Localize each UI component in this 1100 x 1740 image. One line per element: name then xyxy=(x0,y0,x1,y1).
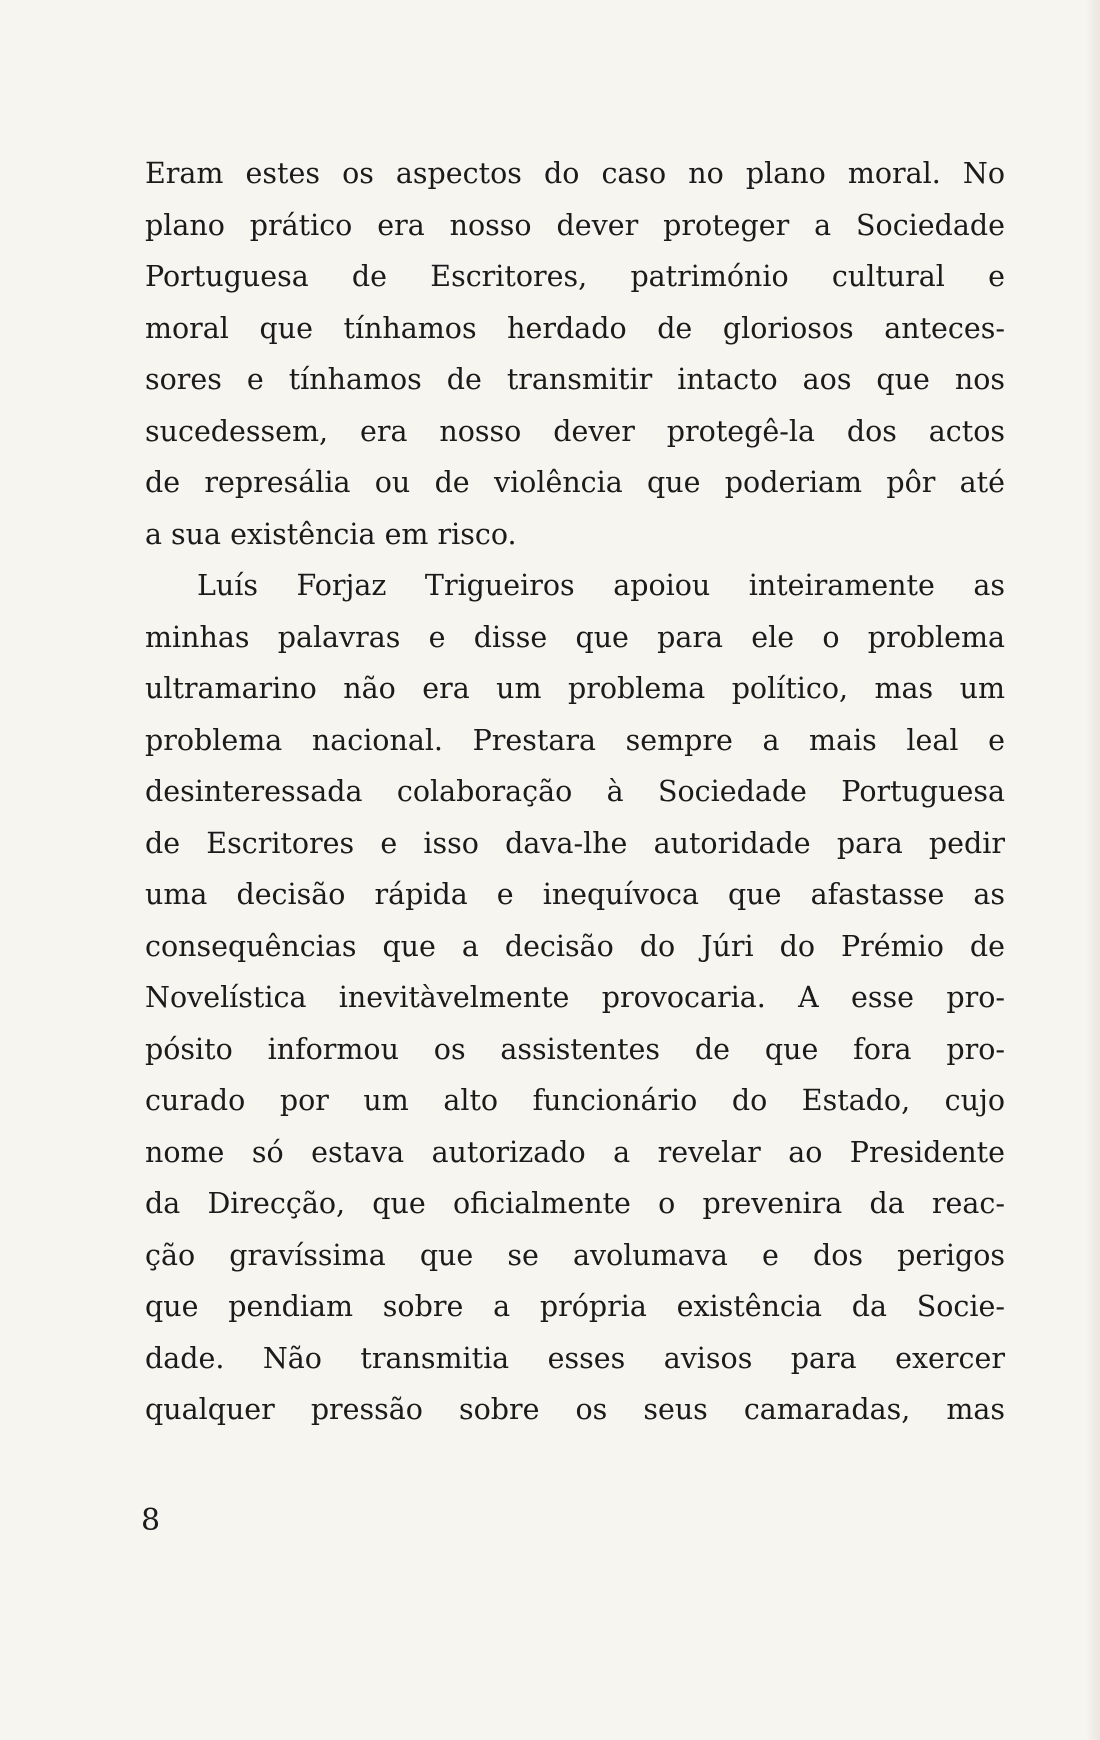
text-line: consequências que a decisão do Júri do Prémio de xyxy=(145,929,1005,963)
text-line: ultramarino não era um problema político, mas um xyxy=(145,672,1005,705)
body-text xyxy=(145,148,1005,1436)
text-line: curado por um alto funcionário do Estado, cujo xyxy=(145,1084,1005,1117)
page-number: 8 xyxy=(141,1503,161,1538)
text-line: ção gravíssima que se avolumava e dos perigos xyxy=(145,1238,1005,1272)
text-line: minhas palavras e disse que para ele o problema xyxy=(145,620,1005,654)
paragraph-2 xyxy=(145,560,1005,1436)
text-line: que pendiam sobre a própria existência da Socie- xyxy=(145,1290,1005,1323)
text-line: sores e tínhamos de transmitir intacto aos que nos xyxy=(145,363,1005,396)
text-line: Luís Forjaz Trigueiros apoiou inteiramente as xyxy=(197,569,1005,602)
text-line: plano prático era nosso dever proteger a Sociedade xyxy=(145,208,1005,242)
text-line: de represália ou de violência que poderiam pôr até xyxy=(145,466,1005,499)
text-line: uma decisão rápida e inequívoca que afastasse as xyxy=(145,878,1005,911)
text-line: de Escritores e isso dava-lhe autoridade para pedir xyxy=(145,826,1005,860)
page-edge-shadow xyxy=(1086,0,1100,1740)
text-line: Eram estes os aspectos do caso no plano moral. No xyxy=(145,157,1005,190)
text-line: desinteressada colaboração à Sociedade Portuguesa xyxy=(145,775,1005,808)
text-line: pósito informou os assistentes de que fora pro- xyxy=(145,1032,1005,1066)
text-line: Portuguesa de Escritores, património cultural e xyxy=(145,260,1005,293)
text-line: nome só estava autorizado a revelar ao Presidente xyxy=(145,1135,1005,1169)
text-line: moral que tínhamos herdado de gloriosos anteces- xyxy=(145,311,1005,345)
text-line: qualquer pressão sobre os seus camaradas, mas xyxy=(145,1393,1005,1426)
text-line: a sua existência em risco. xyxy=(145,517,517,551)
text-line: problema nacional. Prestara sempre a mais leal e xyxy=(145,723,1005,757)
text-line: da Direcção, que oficialmente o prevenira da reac- xyxy=(145,1187,1005,1220)
paragraph-1 xyxy=(145,148,1005,560)
text-line: Novelística inevitàvelmente provocaria. A esse pro- xyxy=(145,981,1005,1014)
text-line: sucedessem, era nosso dever protegê-la dos actos xyxy=(145,414,1005,448)
text-line: dade. Não transmitia esses avisos para exercer xyxy=(145,1341,1005,1375)
